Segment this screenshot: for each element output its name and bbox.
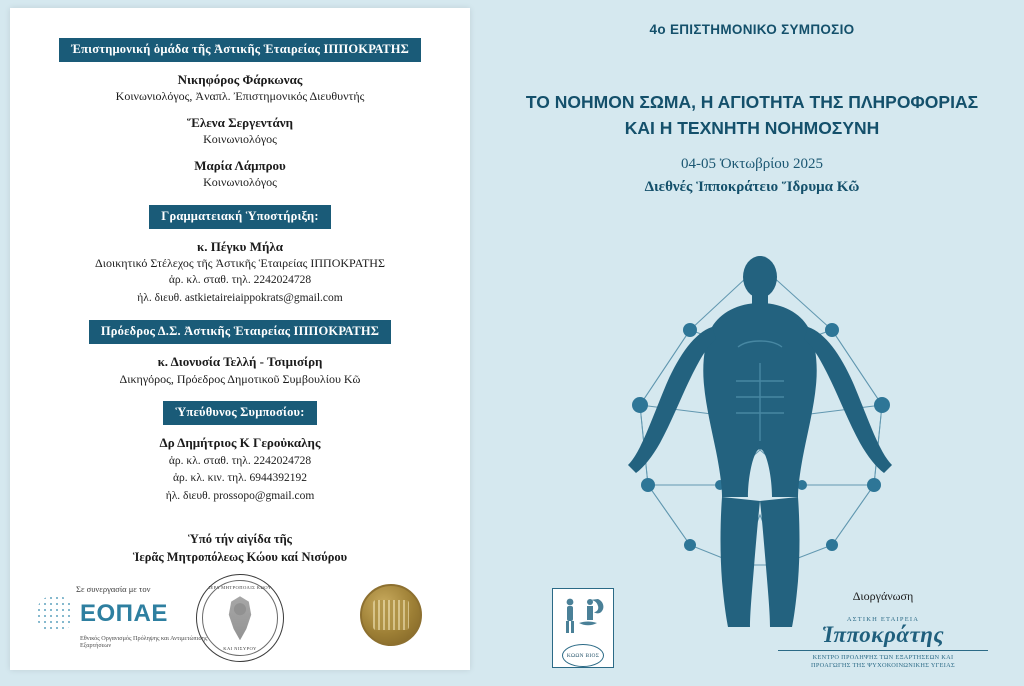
aegis-line-1: Ὑπό τήν αἰγίδα τῆς [188, 532, 292, 547]
eopae-tagline: Σε συνεργασία με τον [76, 583, 151, 594]
person-name: κ. Πέγκυ Μήλα [197, 238, 283, 254]
person-role: Κοινωνιολόγος [203, 174, 277, 189]
person-name: κ. Διονυσία Τελλή - Τσιμισίρη [157, 354, 323, 370]
aegis-line-2: Ἱερᾶς Μητροπόλεως Κώου καί Νισύρου [132, 550, 348, 565]
eopae-logo [36, 584, 216, 651]
koon-bios-logo [552, 588, 614, 668]
contact-phone: ἀρ. κλ. σταθ. τηλ. 2242024728 [168, 274, 312, 287]
organiser-block [768, 589, 998, 670]
person-role: Κοινωνιολόγος [203, 132, 277, 147]
person-name: Μαρία Λάμπρου [194, 157, 286, 173]
human-body-network-illustration [570, 235, 950, 635]
poster-title [517, 89, 987, 142]
medal-inner-emblem [373, 600, 409, 630]
gold-medal-icon [360, 584, 422, 646]
seal-top-text: ΙΕΡΑ ΜΗΤΡΟΠΟΛΙΣ ΚΩΟΥ [208, 585, 272, 591]
body-network-svg [570, 235, 950, 635]
person-role: Δικηγόρος, Πρόεδρος Δημοτικοῦ Συμβουλίου Κῶ [119, 371, 361, 386]
section-president [38, 320, 442, 387]
eopae-name: ΕΟΠΑΕ [80, 599, 168, 627]
organiser-subtitle-line-1: ΚΕΝΤΡΟ ΠΡΟΛΗΨΗΣ ΤΩΝ ΕΞΑΡΤΗΣΕΩΝ ΚΑΙ [812, 653, 954, 661]
dot-grid-icon [36, 595, 74, 633]
right-cover-panel [480, 0, 1024, 686]
person-name: Δρ Δημήτριος Κ Γεροὐκαλης [159, 435, 321, 451]
aegis-block [38, 530, 442, 566]
organiser-name: Ἱπποκράτης [821, 621, 945, 647]
person-name: Ἕλενα Σεργεντάνη [186, 114, 293, 130]
section-heading: Ἐπιστημονική ὁμάδα τῆς Ἀστικῆς Ἑταιρείας ΙΠΠΟΚΡΑΤΗΣ [59, 38, 421, 62]
event-venue: Διεθνές Ἱπποκράτειο Ἵδρυμα Κῶ [644, 178, 860, 195]
section-symposium-officer [38, 401, 442, 504]
body-silhouette [628, 256, 892, 627]
koon-bios-label: ΚΩΩΝ ΒΙΟΣ [562, 644, 604, 667]
organiser-label: Διοργάνωση [852, 588, 914, 603]
section-heading: Ὑπεύθυνος Συμποσίου: [163, 401, 316, 425]
person-role: Κοινωνιολόγος, Ἀναπλ. Ἐπιστημονικός Διευθυντής [115, 89, 365, 104]
contact-phone: ἀρ. κλ. σταθ. τηλ. 2242024728 [168, 454, 312, 467]
eopae-logo-row [36, 595, 216, 633]
title-line-1: ΤΟ ΝΟΗΜΟΝ ΣΩΜΑ, Η ΑΓΙΟΤΗΤΑ ΤΗΣ ΠΛΗΡΟΦΟΡΙΑΣ [525, 92, 979, 112]
contact-email[interactable]: ἠλ. διευθ. astkietaireiaippokrats@gmail.com [137, 291, 343, 304]
section-scientific-team [38, 38, 442, 191]
organiser-type: ΑΣΤΙΚΗ ΕΤΑΙΡΕΙΑ [846, 615, 920, 623]
person-name: Νικηφόρος Φάρκωνας [177, 72, 303, 87]
left-footer-logos [10, 562, 470, 652]
contact-mobile: ἀρ. κλ. κιν. τηλ. 6944392192 [173, 472, 307, 485]
koon-figures-icon [557, 593, 609, 641]
event-dates: 04-05 Ὀκτωβρίου 2025 [681, 155, 823, 172]
contact-email[interactable]: ἠλ. διευθ. prossopo@gmail.com [165, 489, 315, 502]
section-heading: Πρόεδρος Δ.Σ. Ἀστικῆς Ἑταιρείας ΙΠΠΟΚΡΑΤΗΣ [89, 320, 391, 344]
title-line-2: ΚΑΙ Η ΤΕΧΝΗΤΗ ΝΟΗΜΟΣΥΝΗ [624, 118, 880, 139]
organiser-subtitle-line-2: ΠΡΟΑΓΩΓΗΣ ΤΗΣ ΨΥΧΟΚΟΙΝΩΝΙΚΗΣ ΥΓΕΙΑΣ [811, 661, 955, 669]
seal-bottom-text: ΚΑΙ ΝΙΣΥΡΟΥ [223, 646, 257, 652]
symposium-number: 4ο ΕΠΙΣΤΗΜΟΝΙΚΟ ΣΥΜΠΟΣΙΟ [649, 22, 855, 37]
section-heading: Γραμματειακή Ὑποστήριξη: [149, 205, 330, 229]
section-secretarial-support [38, 205, 442, 307]
organiser-divider [778, 650, 988, 651]
person-role: Διοικητικό Στέλεχος τῆς Ἀστικῆς Ἑταιρείας ΙΠΠΟΚΡΑΤΗΣ [95, 255, 385, 270]
eopae-subtitle: Εθνικός Οργανισμός Πρόληψης και Αντιμετώπισης Εξαρτήσεων [80, 634, 208, 650]
left-leaflet-panel [10, 8, 470, 670]
